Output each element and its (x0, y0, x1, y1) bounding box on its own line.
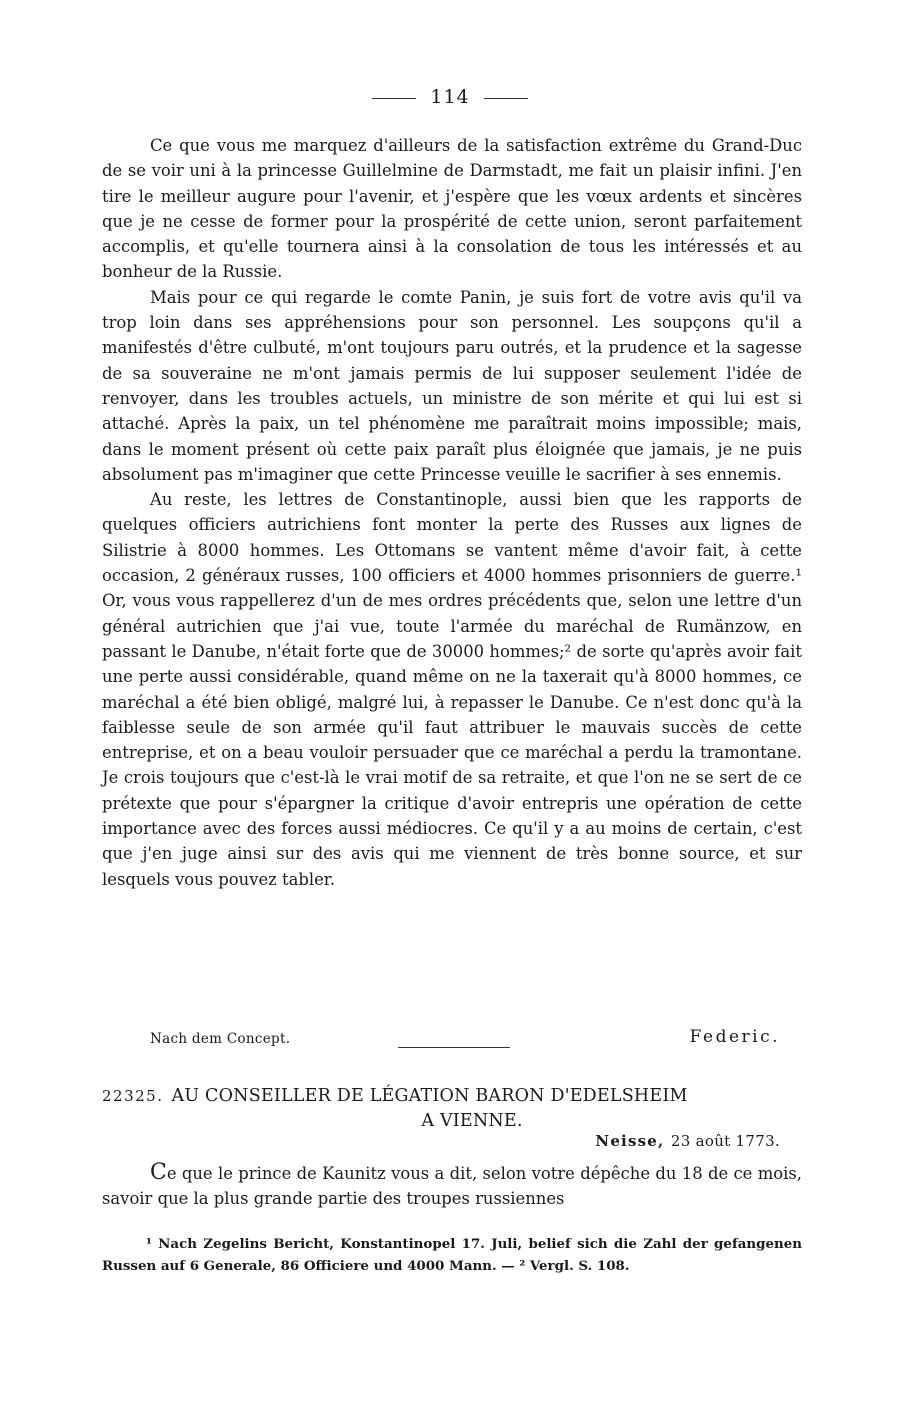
signature: Federic. (689, 1027, 780, 1047)
footnotes (102, 1233, 802, 1277)
paragraph: Ce que le prince de Kaunitz vous a dit, selon votre dépêche du 18 de ce mois, savoir que la plus grande partie des troupes russiennes (102, 1160, 802, 1209)
paragraph: Mais pour ce qui regarde le comte Panin, je suis fort de votre avis qu'il va trop loin dans ses appréhensions pour son personnel. Les soupçons qu'il a manifestés d'être culbuté, m'ont toujours paru outrés, et la prudence et la sagesse de sa souveraine ne m'ont jamais permis de lui supposer seulement l'idée de renvoyer, dans les troubles actuels, un ministre de son mérite et qui lui est si attaché. Après la paix, un tel phénomène me paraîtrait moins impossible; mais, dans le moment présent où cette paix paraît plus éloignée que jamais, je ne puis absolument pas m'imaginer que cette Princesse veuille le sacrifier à ses ennemis. (102, 287, 802, 484)
paragraph: Au reste, les lettres de Constantinople, aussi bien que les rapports de quelques officiers autrichiens font monter la perte des Russes aux lignes de Silistrie à 8000 hommes. Les Ottomans se vantent même d'avoir fait, à cette occasion, 2 généraux russes, 100 officiers et 4000 hommes prisonniers de guerre.¹ Or, vous vous rappellerez d'un de mes ordres précédents que, selon une lettre d'un général autrichien que j'ai vue, toute l'armée du maréchal de Rumänzow, en passant le Danube, n'était forte que de 30000 hommes;² de sorte qu'après avoir fait une perte aussi considérable, quand même on ne la taxerait qu'à 8000 hommes, ce maréchal a été bien obligé, malgré lui, à repasser le Danube. Ce n'est donc qu'à la faiblesse seule de son armée qu'il faut attribuer le mauvais succès de cette entreprise, et on a beau vouloir persuader que ce maréchal a perdu la tramontane. Je crois toujours que c'est-là le vrai motif de sa retraite, et que l'on ne se sert de ce prétexte que pour s'épargner la critique d'avoir entrepris une opération de cette importance avec des forces aussi médiocres. Ce qu'il y a au moins de certain, c'est que j'en juge ainsi sur des avis qui me viennent de très bonne source, et sur lesquels vous pouvez tabler. (102, 490, 802, 889)
header-rule-left (372, 98, 416, 99)
page-number: 114 (430, 86, 470, 108)
letter-place: Neisse, (595, 1132, 665, 1150)
footnote-text: ¹ Nach Zegelins Bericht, Konstantinopel 17. Juli, belief sich die Zahl der gefangenen Russen auf 6 Generale, 86 Officiere und 4000 Mann. — ² Vergl. S. 108. (102, 1236, 802, 1274)
closing-row (102, 1027, 802, 1055)
letter-title-line-2: A VIENNE. (421, 1111, 523, 1131)
header-rule-right (484, 98, 528, 99)
page-header (0, 86, 900, 116)
letter-heading (102, 1084, 802, 1134)
letter-date: 23 août 1773. (670, 1132, 780, 1150)
letter-title-line-1 (102, 1084, 802, 1109)
letter-title: AU CONSEILLER DE LÉGATION BARON D'EDELSHEIM (171, 1086, 688, 1106)
source-note: Nach dem Concept. (150, 1031, 291, 1047)
letter-body (102, 133, 802, 892)
letter-number: 22325. (102, 1087, 164, 1105)
section-divider (398, 1047, 510, 1048)
paragraph: Ce que vous me marquez d'ailleurs de la satisfaction extrême du Grand-Duc de se voir uni à la princesse Guillelmine de Darmstadt, me fait un plaisir infini. J'en tire le meilleur augure pour l'avenir, et j'espère que les vœux ardents et sincères que je ne cesse de former pour la prospérité de cette union, seront parfaitement accomplis, et qu'elle tournera ainsi à la consolation de tous les intéressés et au bonheur de la Russie. (102, 136, 802, 282)
place-date (595, 1132, 780, 1150)
new-letter-body (102, 1160, 802, 1212)
